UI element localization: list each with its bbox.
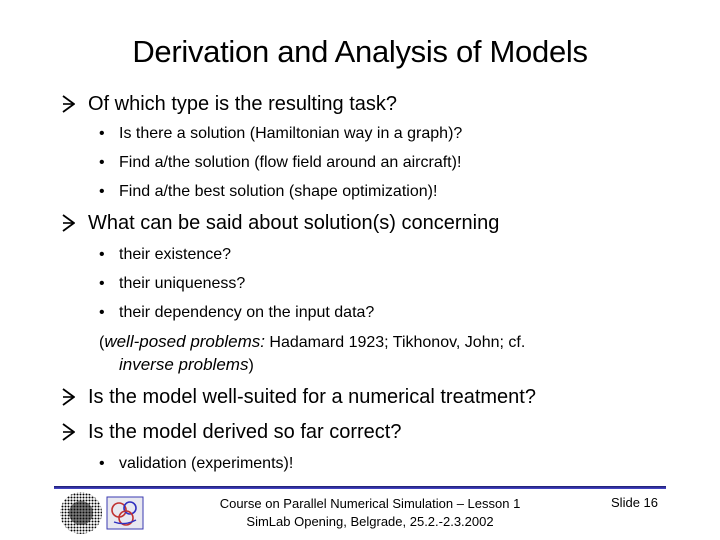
slide-title: Derivation and Analysis of Models bbox=[132, 34, 588, 69]
footer-divider bbox=[54, 486, 666, 489]
arrow-bullet-icon bbox=[62, 214, 75, 232]
well-posed-note-continued: inverse problems) bbox=[119, 355, 254, 374]
simlab-logo bbox=[106, 496, 144, 530]
note-italic-term: inverse problems bbox=[119, 355, 249, 374]
footer-event-line: SimLab Opening, Belgrade, 25.2.-2.3.2002 bbox=[246, 514, 494, 529]
footer-course-line: Course on Parallel Numerical Simulation – Lesson 1 bbox=[219, 496, 521, 511]
footer-course-info bbox=[160, 495, 580, 531]
well-posed-note: (well-posed problems: Hadamard 1923; Tikhonov, John; cf. bbox=[99, 332, 526, 351]
slide-number: Slide 16 bbox=[611, 495, 658, 510]
note-italic-term: well-posed problems: bbox=[104, 332, 265, 351]
arrow-bullet-icon bbox=[62, 95, 75, 113]
arrow-bullet-icon bbox=[62, 423, 75, 441]
arrow-bullet-icon bbox=[62, 388, 75, 406]
dotted-sphere-logo bbox=[58, 490, 104, 536]
